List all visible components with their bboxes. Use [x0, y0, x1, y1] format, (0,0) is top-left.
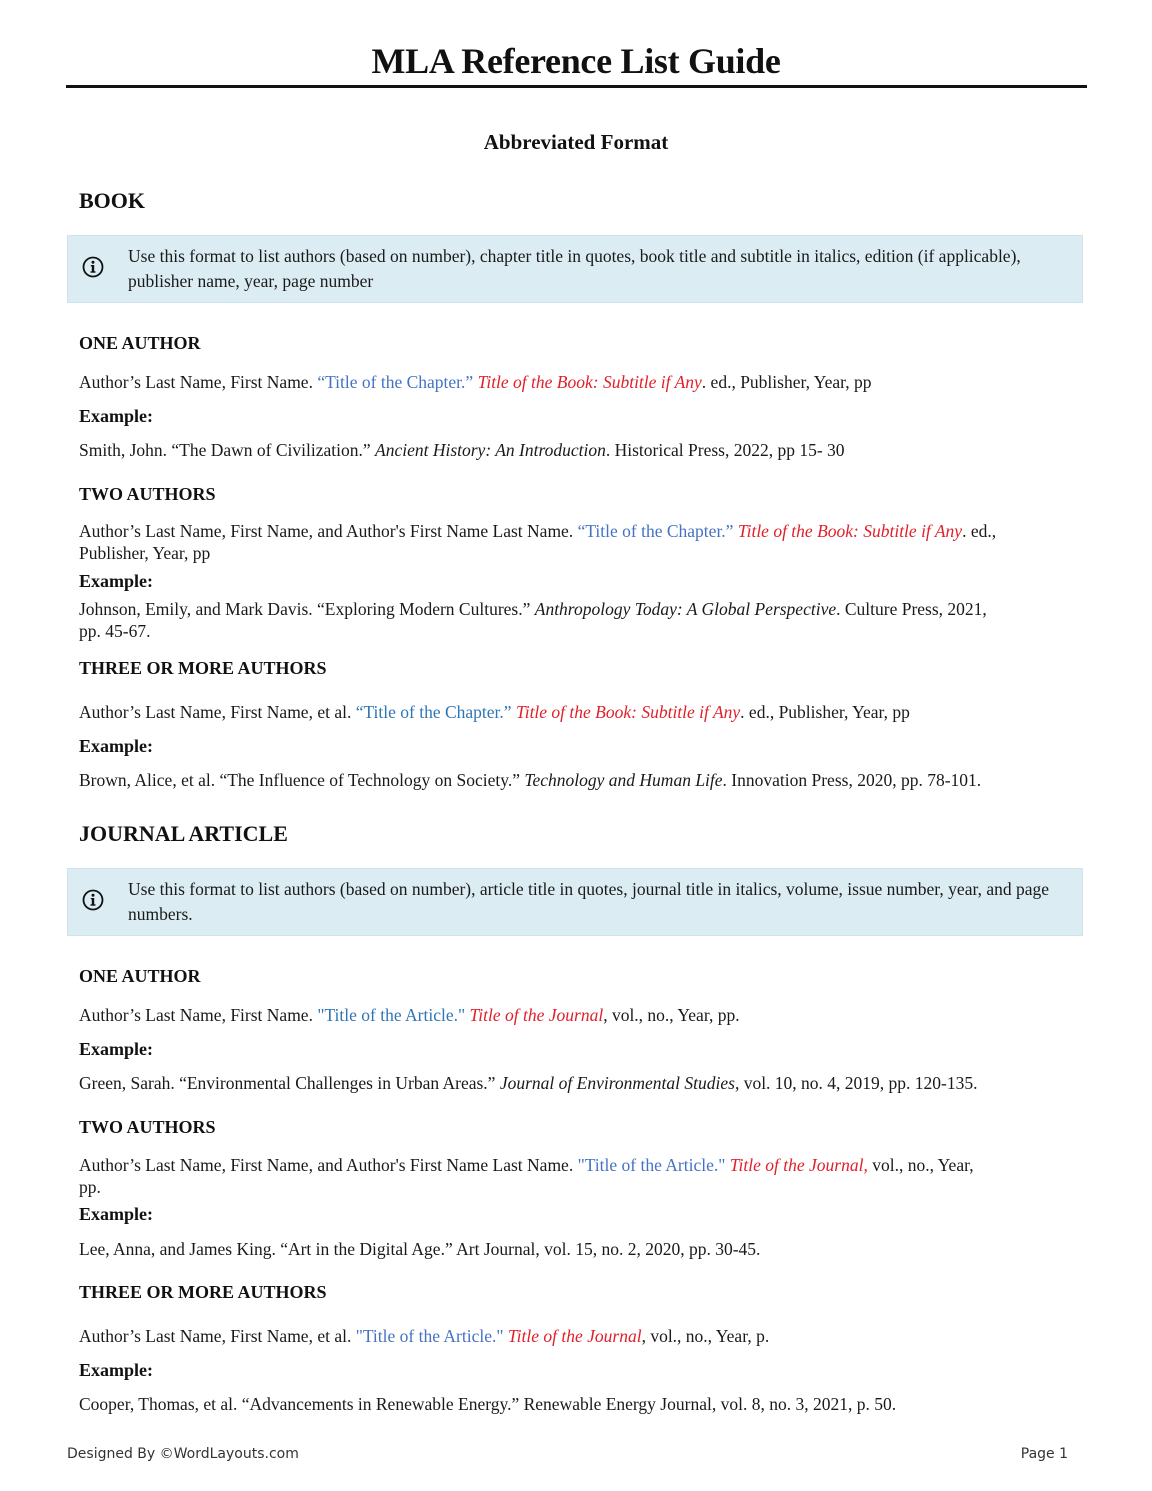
example-authors: Brown, Alice, et al. “The Influence of Technology on Society.”	[79, 770, 525, 790]
example-label: Example:	[79, 1360, 153, 1380]
journal-three-authors-example: Cooper, Thomas, et al. “Advancements in Renewable Energy.” Renewable Energy Journal, vol. 8, no. 3, 2021, p. 50.	[79, 1394, 897, 1414]
example-authors: Johnson, Emily, and Mark Davis. “Exploring Modern Cultures.”	[79, 599, 535, 619]
journal-three-authors-format	[79, 1325, 1079, 1347]
format-rest: . ed., Publisher, Year, pp	[740, 702, 910, 722]
journal-two-authors-example: Lee, Anna, and James King. “Art in the Digital Age.” Art Journal, vol. 15, no. 2, 2020, pp. 30-45.	[79, 1239, 761, 1259]
format-chapter-title: “Title of the Chapter.”	[577, 521, 734, 541]
format-rest: , vol., no., Year, p.	[641, 1326, 770, 1346]
format-authors: Author’s Last Name, First Name, and Author's First Name Last Name.	[79, 1155, 578, 1175]
book-one-author-example	[79, 439, 1079, 461]
format-rest-continued: Publisher, Year, pp	[79, 543, 211, 563]
format-rest: . ed.,	[962, 521, 997, 541]
book-info-box	[67, 235, 1083, 303]
format-chapter-title: “Title of the Chapter.”	[355, 702, 512, 722]
format-article-title: "Title of the Article."	[577, 1155, 726, 1175]
format-rest-continued: pp.	[79, 1177, 101, 1197]
format-authors: Author’s Last Name, First Name, et al.	[79, 702, 356, 722]
format-book-title: Title of the Book: Subtitle if Any	[477, 372, 702, 392]
format-chapter-title: “Title of the Chapter.”	[317, 372, 474, 392]
section-heading-book: BOOK	[79, 188, 146, 213]
book-one-author-format	[79, 371, 1079, 393]
format-article-title: "Title of the Article."	[317, 1005, 466, 1025]
format-authors: Author’s Last Name, First Name, and Author's First Name Last Name.	[79, 521, 578, 541]
book-one-author-heading: ONE AUTHOR	[79, 333, 201, 353]
journal-two-authors-heading: TWO AUTHORS	[79, 1117, 216, 1137]
journal-info-box	[67, 868, 1083, 936]
journal-two-authors-format	[79, 1154, 1079, 1198]
format-book-title: Title of the Book: Subtitle if Any	[737, 521, 963, 541]
book-two-authors-example	[79, 598, 1079, 642]
format-authors: Author’s Last Name, First Name.	[79, 372, 318, 392]
journal-three-authors-heading: THREE OR MORE AUTHORS	[79, 1282, 327, 1302]
format-journal-title: Title of the Journal	[469, 1005, 604, 1025]
example-rest: . Innovation Press, 2020, pp. 78-101.	[722, 770, 982, 790]
example-rest: , vol. 10, no. 4, 2019, pp. 120-135.	[734, 1073, 978, 1093]
format-rest: vol., no., Year,	[867, 1155, 974, 1175]
example-book-title: Technology and Human Life	[524, 770, 723, 790]
journal-one-author-example	[79, 1072, 1079, 1094]
format-authors: Author’s Last Name, First Name.	[79, 1005, 318, 1025]
journal-one-author-heading: ONE AUTHOR	[79, 966, 201, 986]
format-journal-title: Title of the Journal	[507, 1326, 642, 1346]
info-circle-icon	[82, 256, 104, 278]
format-rest: , vol., no., Year, pp.	[603, 1005, 740, 1025]
example-rest: . Historical Press, 2022, pp 15- 30	[605, 440, 845, 460]
example-book-title: Ancient History: An Introduction	[375, 440, 606, 460]
journal-info-text: Use this format to list authors (based on number), article title in quotes, journal title in italics, volume, issue number, year, and page numbers.	[128, 879, 1050, 924]
book-three-authors-example	[79, 769, 1079, 791]
example-authors: Green, Sarah. “Environmental Challenges in Urban Areas.”	[79, 1073, 500, 1093]
section-heading-journal-article: JOURNAL ARTICLE	[79, 821, 288, 846]
page-title: MLA Reference List Guide	[371, 41, 781, 81]
example-rest-continued: pp. 45-67.	[79, 621, 151, 641]
example-label: Example:	[79, 1039, 153, 1059]
example-label: Example:	[79, 1204, 153, 1224]
example-label: Example:	[79, 406, 153, 426]
example-authors: Smith, John. “The Dawn of Civilization.”	[79, 440, 375, 460]
info-circle-icon	[82, 889, 104, 911]
book-two-authors-format	[79, 520, 1079, 564]
title-divider	[66, 85, 1087, 88]
example-rest: . Culture Press, 2021,	[836, 599, 987, 619]
footer-credit: Designed By ©WordLayouts.com	[67, 1446, 299, 1462]
format-book-title: Title of the Book: Subtitle if Any	[515, 702, 741, 722]
page-subtitle: Abbreviated Format	[483, 130, 669, 154]
book-three-authors-heading: THREE OR MORE AUTHORS	[79, 658, 327, 678]
format-journal-title: Title of the Journal,	[729, 1155, 868, 1175]
format-authors: Author’s Last Name, First Name, et al.	[79, 1326, 356, 1346]
example-journal-title: Journal of Environmental Studies	[499, 1073, 735, 1093]
book-three-authors-format	[79, 701, 1079, 723]
example-label: Example:	[79, 736, 153, 756]
book-two-authors-heading: TWO AUTHORS	[79, 484, 216, 504]
footer-page-number: Page 1	[1020, 1446, 1068, 1462]
format-article-title: "Title of the Article."	[355, 1326, 504, 1346]
journal-one-author-format	[79, 1004, 1079, 1026]
book-info-text: Use this format to list authors (based on number), chapter title in quotes, book title and subtitle in italics, edition (if applicable), publisher name, year, page number	[128, 246, 1021, 291]
example-book-title: Anthropology Today: A Global Perspective	[534, 599, 837, 619]
example-label: Example:	[79, 571, 153, 591]
format-rest: . ed., Publisher, Year, pp	[701, 372, 872, 392]
